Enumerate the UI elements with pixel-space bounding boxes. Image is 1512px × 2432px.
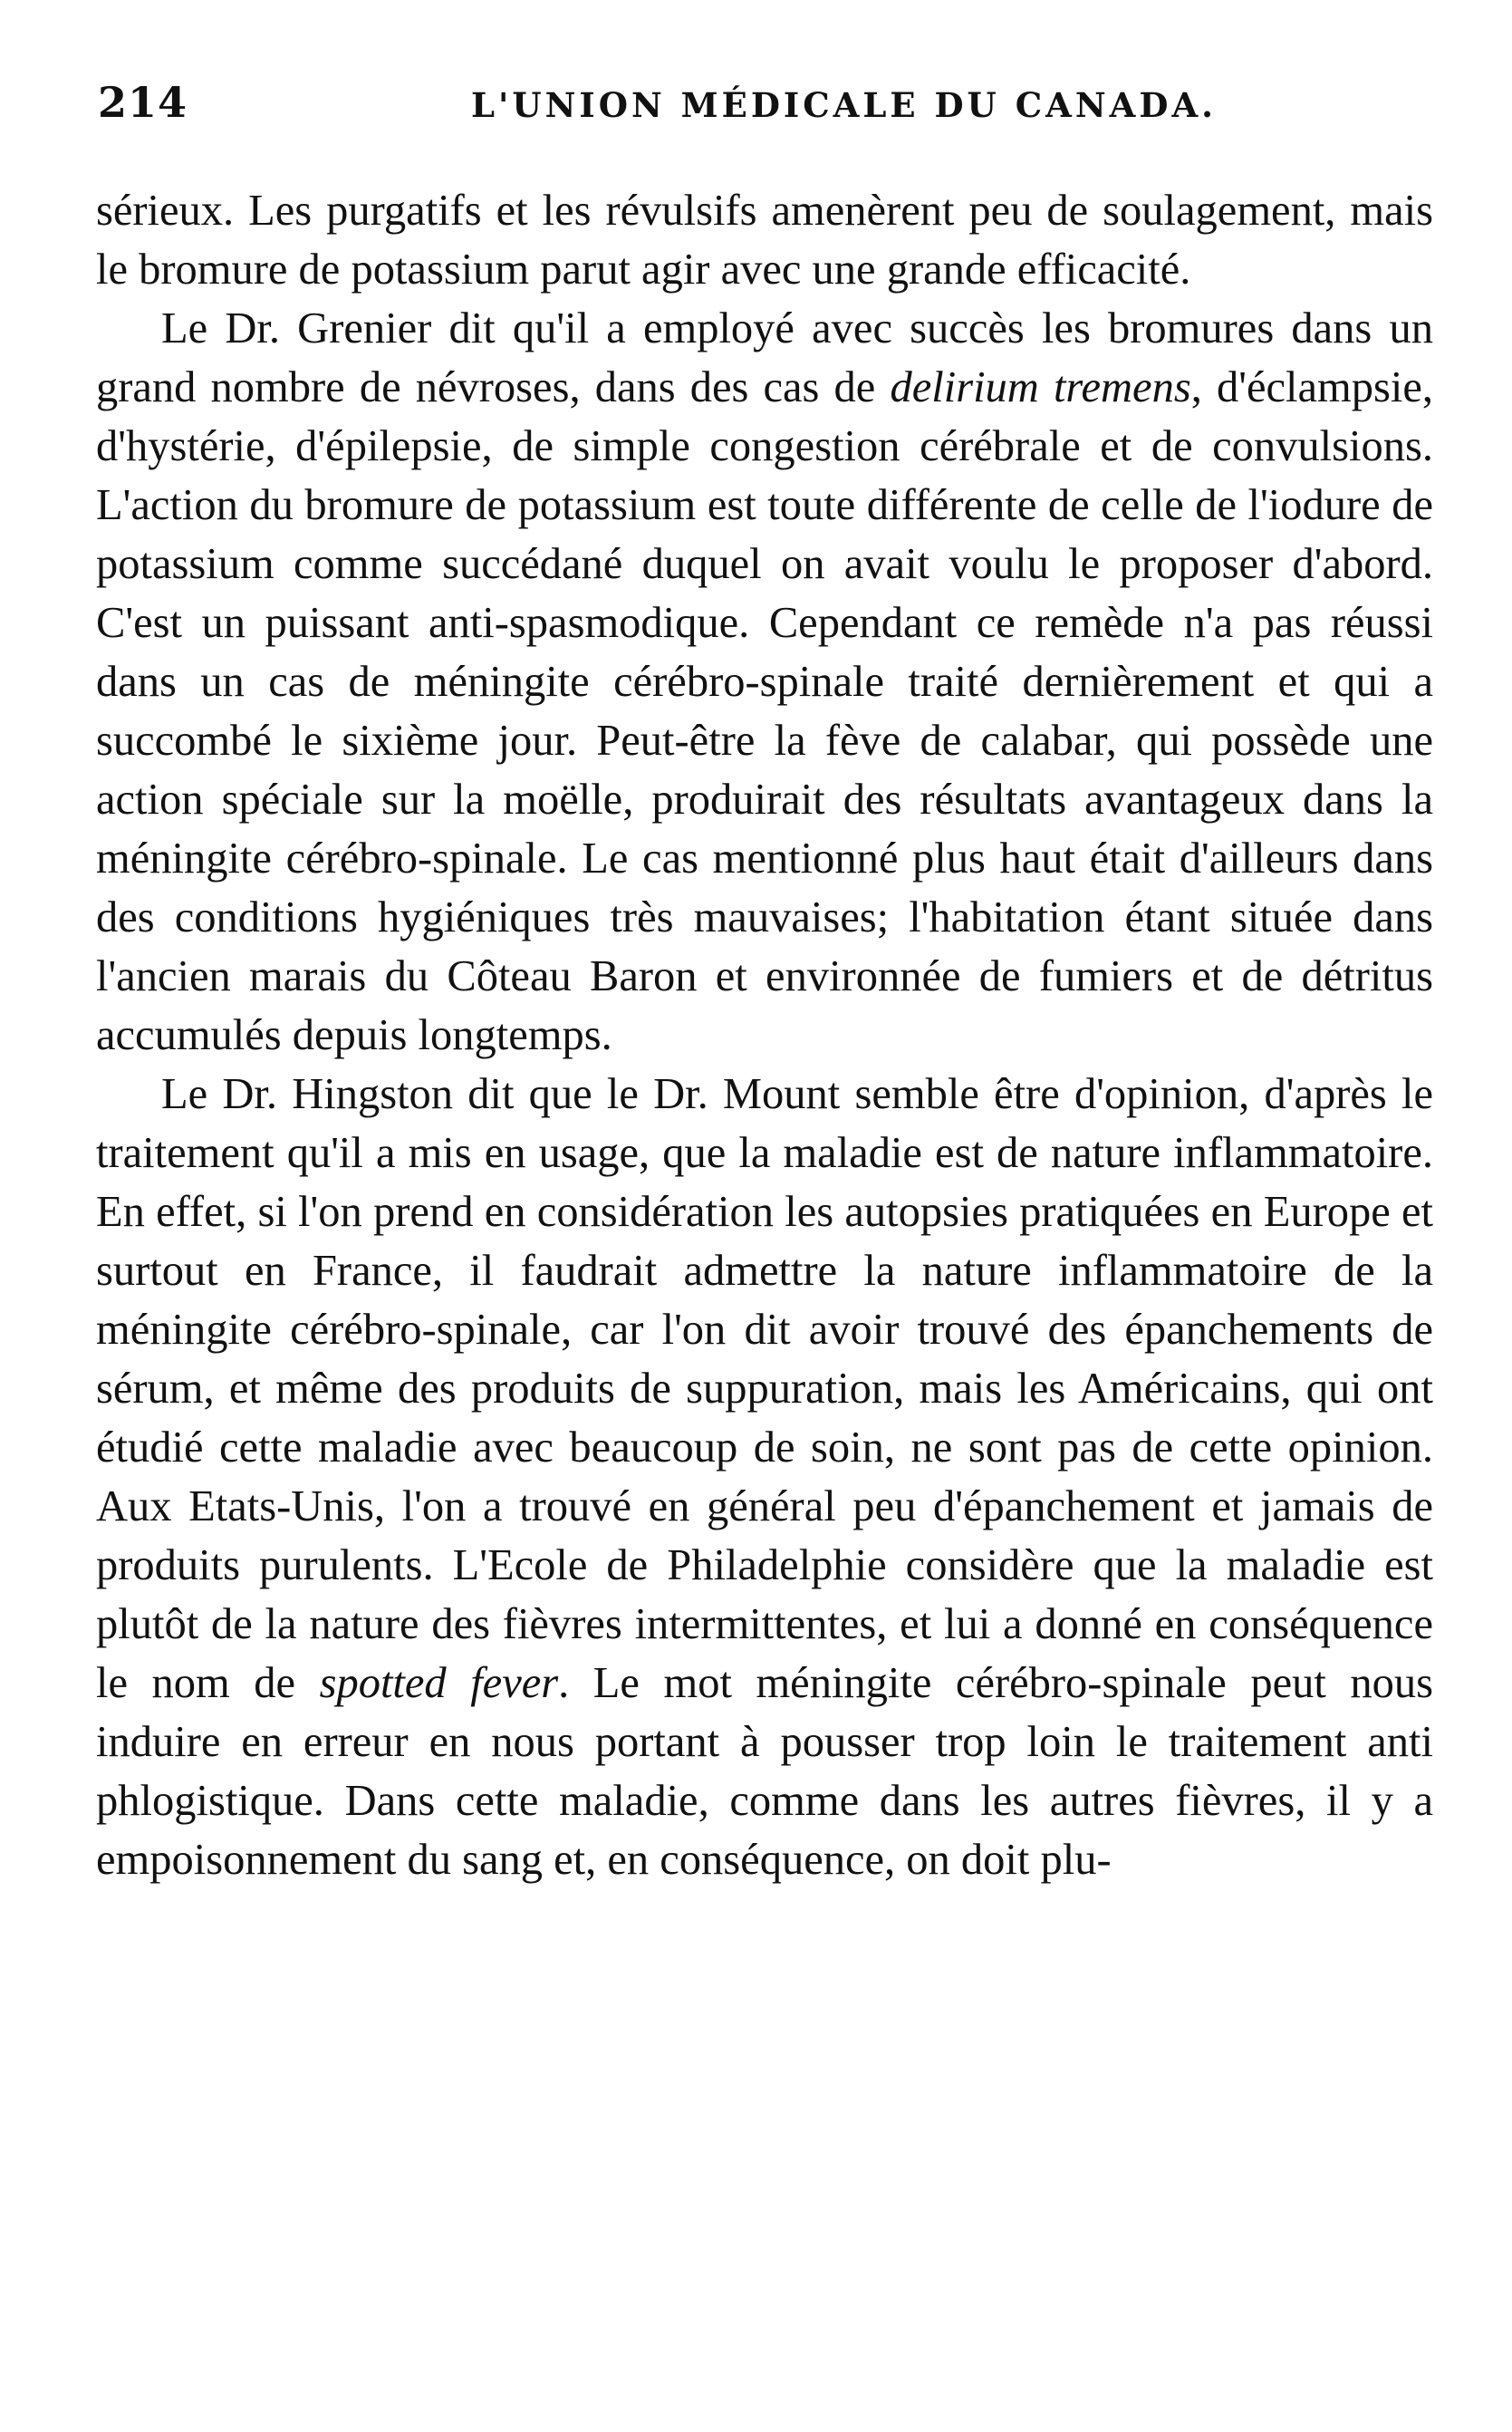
page-number: 214	[98, 78, 188, 127]
paragraph-1-text: sérieux. Les purgatifs et les révulsifs amenèrent peu de soulagement, mais le bromure de potassium parut agir avec une grande efficacité.	[96, 187, 1433, 294]
paragraph-3-text-a: Le Dr. Hingston dit que le Dr. Mount semble être d'opinion, d'après le traitement qu'il a mis en usage, que la maladie est de nature inflammatoire. En effet, si l'on prend en considération les autopsies pratiquées en Europe et surtout en France, il faudrait admettre la nature inflammatoire de la méningite cérébro-spinale, car l'on dit avoir trouvé des épanchements de sérum, et même des produits de suppuration, mais les Américains, qui ont étudié cette maladie avec beaucoup de soin, ne sont pas de cette opinion. Aux Etats-Unis, l'on a trouvé en général peu d'épanchement et jamais de produits purulents. L'Ecole de Philadelphie considère que la maladie est plutôt de la nature des fièvres intermittentes, et lui a donné en conséquence le nom de	[96, 1070, 1433, 1707]
body-text	[96, 181, 1433, 1889]
paragraph-2	[96, 299, 1433, 1065]
paragraph-3	[96, 1065, 1433, 1889]
paragraph-3-italic-term: spotted fever	[319, 1659, 559, 1707]
paragraph-3-text-b: . Le mot méningite cérébro-spinale peut nous induire en erreur en nous portant à pousser trop loin le traitement anti phlogistique. Dans cette maladie, comme dans les autres fièvres, il y a empoisonnement du sang et, en conséquence, on doit plu-	[96, 1659, 1433, 1884]
paragraph-2-text-a: Le Dr. Grenier dit qu'il a employé avec succès les bromures dans un grand nombre de névroses, dans des cas de	[96, 304, 1433, 411]
page-header	[91, 78, 1433, 141]
running-title: L'UNION MÉDICALE DU CANADA.	[471, 85, 1218, 125]
paragraph-2-text-b: , d'éclampsie, d'hystérie, d'épilepsie, de simple congestion cérébrale et de convulsions. L'action du bromure de potassium est toute différente de celle de l'iodure de potassium comme succédané duquel on avait voulu le proposer d'abord. C'est un puissant anti-spasmodique. Cependant ce remède n'a pas réussi dans un cas de méningite cérébro-spinale traité dernièrement et qui a succombé le sixième jour. Peut-être la fève de calabar, qui possède une action spéciale sur la moëlle, produirait des résultats avantageux dans la méningite cérébro-spinale. Le cas mentionné plus haut était d'ailleurs dans des conditions hygiéniques très mauvaises; l'habitation étant située dans l'ancien marais du Côteau Baron et environnée de fumiers et de détritus accumulés depuis longtemps.	[96, 363, 1433, 1059]
paragraph-2-italic-term: delirium tremens	[890, 363, 1191, 411]
paragraph-1	[96, 181, 1433, 299]
